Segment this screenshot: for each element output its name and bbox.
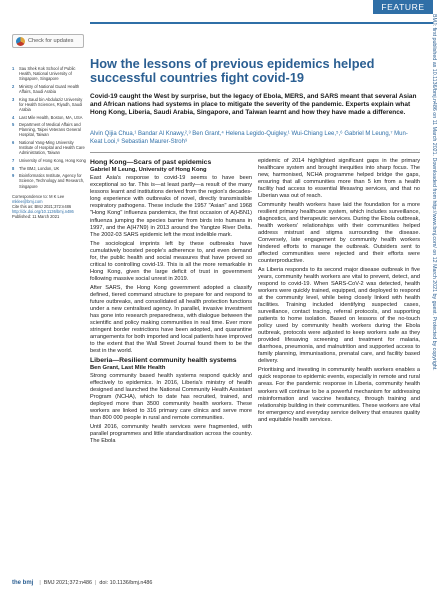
affiliation-item: 5 Department of Medical Affairs and Planning, Taipei Veterans General Hospital, Taiwan [12, 122, 81, 138]
affiliation-item: 8 The BMJ, London, UK [12, 165, 60, 171]
body-paragraph: Prioritising and investing in community health workers enables a quick response to epidemic events, especially in remote and rural areas. For the pandemic response in Liberia, community health workers will continue to be a powerful mechanism for addressing misinformation and vaccine hesitancy, through training and relationship building in their communities. These workers are vital for emergency and everyday service delivery that ensures quality and equitable health services. [258, 367, 420, 423]
published-date: Published: 11 March 2021 [12, 214, 60, 219]
body-paragraph: After SARS, the Hong Kong government adopted a classify defined, tiered command structure to prepare for and respond to future outbreaks, and consolidated all health protection functions under a new centralised agency. In parallel, invasive investment has gone into research preparedness, with dialogue between the scientific and policy making communities in real time. Ever more stringent border restrictions have been adopted, and quarantine arrangements for both imported and local patients have improved to the extent that the Wall Street Journal found them to be the best in the world. [90, 284, 252, 354]
article-standfirst: Covid-19 caught the West by surprise, but the legacy of Ebola, MERS, and SARS meant that several Asian and African nations had systems in place to mitigate the severity of the pandemic. Experts explain what Hong Kong, Liberia, Saudi Arabia, Singapore, and Taiwan learnt and how they have made a difference. [90, 93, 417, 117]
body-paragraph: As Liberia responds to its second major disease outbreak in five years, community health workers are vital to prevent, detect, and respond to covid-19. When SARS-CoV-2 was detected, health workers were quickly trained, equipped, and deployed to respond at the community level, while being closely linked with health facilities. Training included identifying suspected cases, surveillance, contact tracing, referral protocols, and supporting patients to home isolation. Based on lessons of the no-touch policy used by community health workers during the Ebola outbreak, protocols were adjusted to keep workers safe as they provided lifesaving screening and treatment for malaria, diarrhoea, pneumonia, and malnutrition and supported access to family planning, immunisations, prenatal care, and facility based delivery. [258, 267, 420, 365]
body-paragraph: East Asia's response to covid-19 seems to have been exceptional so far. This is—at least partly—a result of the many lessons learnt and institutions derived from the region's decades-long experience with outbreaks of novel, directly transmissible respiratory pathogens. These include the 1957 "Asian" and 1968 "Hong Kong" influenza pandemics, the first occasion of A(H5N1) influenza jumping the species barrier from birds into humans in 1997, and the A(H7N9) in 2013 around the Yangtze River Delta. The 2002-03 SARS epidemic left the most indelible mark. [90, 175, 252, 238]
page-footer: the bmj | BMJ 2021;372:n486 | doi: 10.1136/bmj.n486 [12, 580, 153, 586]
correspondence-author: Correspondence to: M K Lee [12, 193, 65, 199]
journal-logo: the bmj [12, 580, 34, 586]
section-author-liberia: Ben Grant, Last Mile Health [90, 364, 166, 371]
affiliation-item: 2 Ministry of National Guard Health Affairs, Saudi Arabia [12, 83, 80, 94]
body-column-right [258, 158, 420, 426]
section-tag: FEATURE [373, 0, 433, 14]
section-heading-hong-kong: Hong Kong—Scars of past epidemics [90, 159, 212, 166]
affiliations-sidebar [12, 66, 88, 219]
affiliation-item: 4 Last Mile Health, Boston, MA, USA [12, 114, 83, 120]
body-paragraph: epidemic of 2014 highlighted significant gaps in the primary healthcare system and brought inequities into sharp focus. The new, harmonised, NCHA programme helped bridge the gaps, ensuring that all communities more than 5 km from a health facility had access to essential lifesaving services, and that no Liberian was out of reach. [258, 158, 420, 200]
section-author-hong-kong: Gabriel M Leung, University of Hong Kong [90, 167, 207, 173]
download-side-note [427, 14, 439, 582]
body-paragraph: Until 2016, community health services were fragmented, with parallel programmes and little standardisation across the country. The Ebola [90, 424, 252, 445]
footer-doi: doi: 10.1136/bmj.n486 [99, 580, 153, 586]
check-for-updates-label: Check for updates [28, 38, 74, 44]
footer-citation: BMJ 2021;372:n486 [43, 580, 93, 586]
check-for-updates-button[interactable] [12, 34, 84, 48]
body-paragraph: Strong community based health systems respond quickly and effectively to epidemics. In 2016, Liberia's ministry of health designed and launched the National Community Health Assistant Program (NCHA), which to date has recruited, trained, and deployed more than 3500 community health workers. These workers are linked to 316 primary care clinics and serve more than 800 000 people in rural and remote communities. [90, 373, 252, 422]
cite-as-line: Cite this as: BMJ 2021;372:n486 [12, 203, 72, 209]
affiliation-item: 6 National Yang-Ming University Institute of Hospital and Health Care Administration, Taiwan [12, 140, 85, 156]
article-authors: Alvin Qijia Chua,¹ Bandar Al Knawy,²,³ Ben Grant,⁴ Helena Legido-Quigley,¹ Wui-Chiang Lee,⁵,⁶ Gabriel M Leung,⁷ Mun-Keat Looi,⁸ Sebastian Maurer-Stroh⁹ [90, 131, 408, 145]
correspondence-email-link[interactable]: mklee@bmj.com [12, 198, 43, 204]
correspondence-block [12, 194, 88, 219]
section-heading-liberia: Liberia—Resilient community health systems [90, 356, 237, 364]
article-title: How the lessons of previous epidemics helped successful countries fight covid-19 [90, 56, 375, 85]
body-paragraph: The sociological imprints left by these outbreaks have cumulatively boosted people's adherence to, and even demand for, the public health and social measures that have proved so critical to controlling covid-19. This is all the more remarkable in Hong Kong, given the large deficit of trust in government following massive social unrest in 2019. [90, 240, 252, 282]
affiliation-item: 1 Sau Shek Kok School of Public Health, National University of Singapore, Singapore [12, 66, 76, 82]
crossmark-icon [16, 37, 25, 46]
affiliation-item: 3 King Saud bin Abdulaziz University for Health Sciences, Riyadh, Saudi Arabia [12, 96, 83, 112]
download-side-note-text: BMJ: first published as 10.1136/bmj.n486 on 11 March 2021. Downloaded from http://www.bmj.com/ on 12 March 2021 by guest. Protected by copyright. [431, 14, 437, 371]
affiliation-item: 7 University of Hong Kong, Hong Kong [12, 157, 86, 163]
affiliation-item: 9 Bioinformatics Institute, Agency for Science, Technology and Research, Singapore [12, 173, 85, 189]
authors-divider [90, 152, 420, 153]
body-column-left [90, 158, 252, 447]
body-paragraph: Community health workers have laid the foundation for a more resilient primary healthcare system, which includes surveillance, diagnostics, and therapeutic services. During the Ebola outbreak, health workers' relationships with their communities helped address mistrust and stigma surrounding the disease. Conversely, late engagement by community health workers hindered efforts to manage the outbreak. Outsiders sent to affected communities were rejected and their efforts were counterproductive. [258, 202, 420, 265]
doi-link[interactable]: http://dx.doi.org/10.1136/bmj.n486 [12, 208, 74, 214]
header-rule [90, 22, 433, 24]
